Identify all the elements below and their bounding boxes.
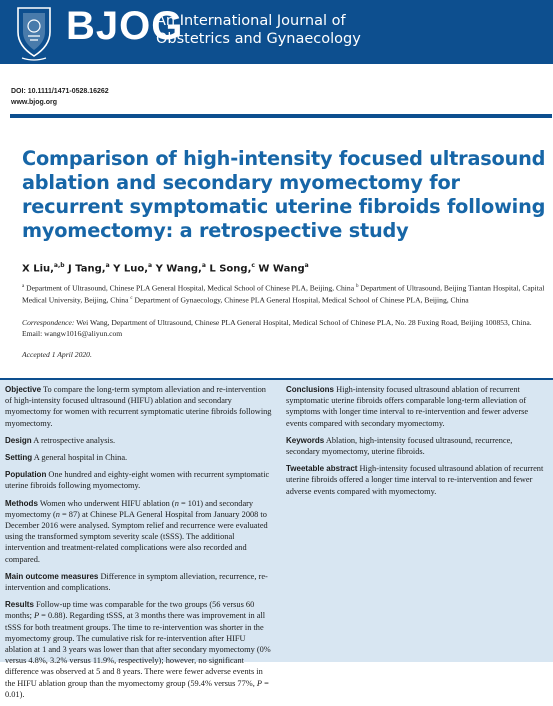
title-divider (10, 114, 552, 118)
abstract-results (5, 599, 273, 700)
affiliation-b: Department of Ultrasound, Beijing Tiantan Hospital, Capital Medical University, Beijing, China (22, 283, 545, 305)
journal-header (0, 0, 553, 64)
section-text: = 0.01). (5, 678, 269, 699)
author-name[interactable]: Y Luo, (113, 263, 149, 275)
correspondence-label: Correspondence: (22, 318, 75, 327)
section-text: Difference in symptom alleviation, recurrence, re-intervention and complications. (5, 571, 268, 593)
journal-name-line1: An International Journal of (156, 13, 346, 29)
abstract-design (5, 435, 273, 446)
correspondence (22, 318, 546, 339)
section-label: Objective (5, 385, 42, 394)
journal-name-line2: Obstetrics and Gynaecology (156, 31, 361, 47)
abstract-divider (0, 378, 553, 380)
section-text: High-intensity focused ultrasound ablation of recurrent uterine fibroids offered a longer time interval to re-intervention and fewer adverse events compared with myomectomy. (286, 464, 544, 496)
abstract-panel (0, 378, 553, 699)
website-link[interactable]: www.bjog.org (11, 99, 58, 106)
crest-logo-icon (14, 2, 54, 64)
affiliation-c: Department of Gynaecology, Chinese PLA General Hospital, Medical School of Chinese PLA, Beijing, China (132, 295, 469, 305)
abstract-tweetable (286, 463, 548, 497)
affil-sup-c: c (130, 296, 133, 302)
affiliations (22, 282, 546, 306)
section-label: Tweetable abstract (286, 464, 358, 474)
abstract-outcome (5, 571, 273, 593)
doi-block (11, 86, 109, 108)
abstract-conclusions (286, 384, 548, 429)
section-text: High-intensity focused ultrasound ablation of recurrent symptomatic uterine fibroids offers comparable long-term alleviation of symptoms with longer time interval to re-intervention and fewer adverse events compared with secondary myomectomy. (286, 385, 529, 428)
journal-logo-text: BJOG (66, 4, 184, 48)
section-label: Results (5, 600, 34, 610)
article-title: Comparison of high-intensity focused ultrasound ablation and secondary myomectomy for recurrent symptomatic uterine fibroids following myomectomy: a retrospective study (22, 147, 546, 242)
section-text: = 0.88). Regarding tSSS, at 3 months there was improvement in all tSSS for both treatment groups. The time to re-intervention was shorter in the myomectomy group. The cumulative risk for re-intervention after HIFU ablation at 1 and 3 years was lower than that after secondary myomectomy (0% versus 4.8%, 3.2% versus 11.9%, respectively); however, no significant difference was observed at 5 and 8 years. There were fewer adverse events in the HIFU ablation group than the myomectomy group (59.4% versus 77%, (5, 611, 271, 688)
section-text: = 101) and secondary myomectomy ( (5, 498, 254, 519)
author-list (22, 262, 309, 274)
author-name[interactable]: J Tang, (68, 263, 106, 275)
doi-text[interactable]: DOI: 10.1111/1471-0528.16262 (11, 88, 109, 95)
author-name[interactable]: L Song, (209, 263, 252, 275)
section-label: Population (5, 470, 47, 480)
author-affil-sup: a (105, 262, 110, 269)
affiliation-a: Department of Ultrasound, Chinese PLA General Hospital, Medical School of Chinese PLA, Beijing, China (24, 283, 356, 293)
affil-sup-b: b (355, 284, 359, 289)
section-text: = 87) at Chinese PLA General Hospital from January 2008 to December 2016 were analysed. Symptom relief and recurrence were evaluated using the transformed symptom severity scale (tSSS). The additional intervention and treatment-related complications were also recorded and compared. (5, 509, 268, 564)
author-affil-sup: a,b (53, 262, 65, 269)
abstract-population (5, 469, 273, 491)
author-name[interactable]: Y Wang, (155, 263, 202, 275)
section-text: To compare the long-term symptom alleviation and re-intervention of high-intensity focused ultrasound (HIFU) ablation and secondary myomectomy for women with recurrent symptomatic uterine fibroids following myomectomy. (5, 385, 272, 428)
section-label: Conclusions (286, 385, 335, 394)
author-name[interactable]: X Liu, (22, 263, 54, 275)
section-text: Follow-up time was comparable for the two groups (56 versus 60 months; (5, 600, 255, 621)
section-label: Methods (5, 498, 38, 508)
section-label: Main outcome measures (5, 571, 99, 581)
section-label: Keywords (286, 435, 325, 445)
correspondence-text: Wei Wang, Department of Ultrasound, Chinese PLA General Hospital, Medical School of Chinese PLA, No. 28 Fuxing Road, Beijing 100853, China. Email: wangw1016@aliyun.com (22, 318, 532, 338)
abstract-column-left (5, 384, 273, 706)
italic-p: P (256, 678, 262, 688)
italic-n: n (55, 509, 60, 519)
abstract-objective (5, 384, 273, 429)
section-text: Women who underwent HIFU ablation ( (37, 498, 175, 508)
author-name[interactable]: W Wang (258, 263, 305, 275)
section-text: Ablation, high-intensity focused ultrasound, recurrence, secondary myomectomy, uterine fibroids. (286, 435, 513, 457)
author-affil-sup: a (148, 262, 153, 269)
affil-sup-a: a (22, 284, 25, 289)
author-affil-sup: a (304, 262, 309, 269)
section-text: A retrospective analysis. (31, 435, 116, 445)
italic-p: P (33, 611, 40, 621)
section-text: One hundred and eighty-eight women with recurrent symptomatic uterine fibroids following myomectomy. (5, 470, 270, 491)
abstract-methods (5, 498, 273, 565)
journal-name (156, 12, 361, 48)
abstract-setting (5, 452, 273, 463)
abstract-column-right (286, 384, 548, 503)
author-affil-sup: a (201, 262, 206, 269)
abstract-keywords (286, 435, 548, 457)
section-label: Setting (5, 453, 33, 463)
accepted-date: Accepted 1 April 2020. (22, 350, 92, 359)
author-affil-sup: c (251, 262, 255, 269)
section-label: Design (5, 435, 32, 445)
italic-n: n (174, 498, 179, 508)
section-text: A general hospital in China. (32, 453, 128, 463)
